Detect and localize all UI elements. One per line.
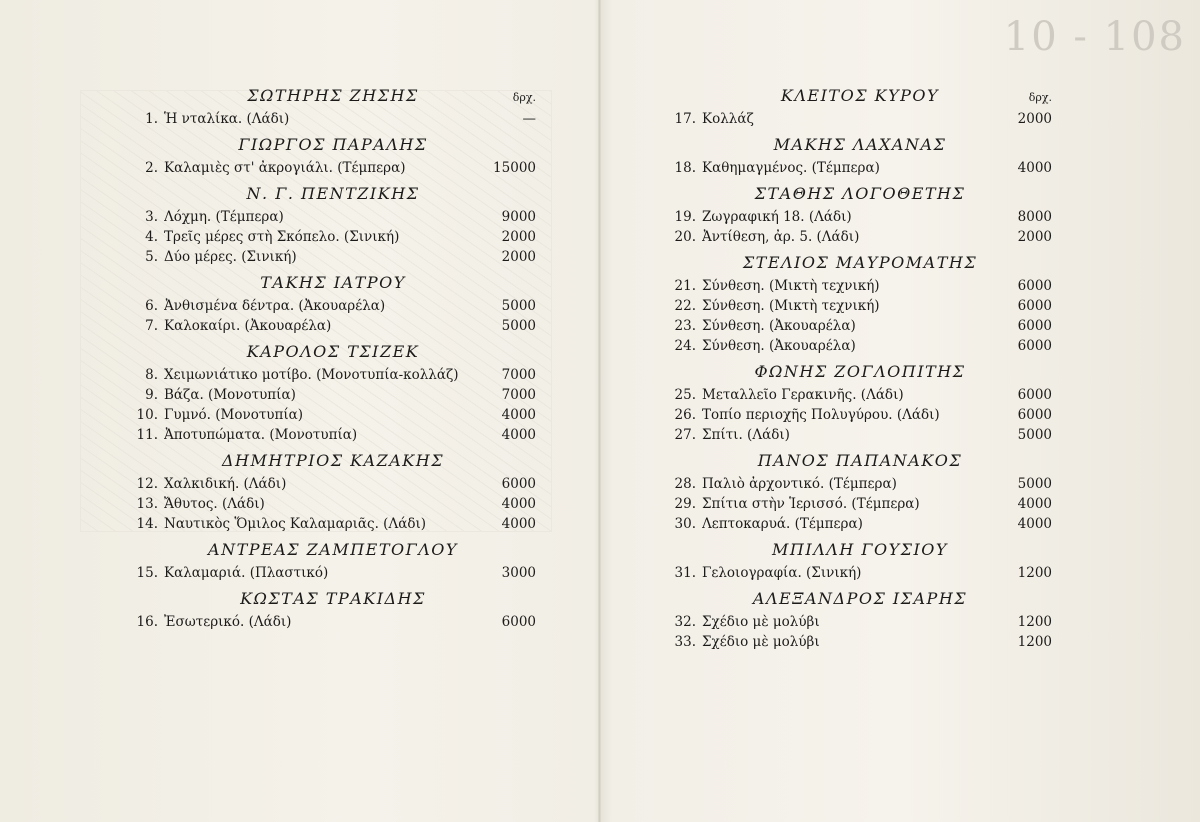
artist-heading	[130, 451, 536, 471]
catalogue-entry	[130, 316, 536, 336]
catalogue-entry	[130, 207, 536, 227]
entry-number: 16.	[136, 614, 158, 630]
artwork-price: 2000	[1017, 111, 1052, 127]
artwork-title: Βάζα. (Μονοτυπία)	[164, 387, 296, 403]
artwork-price: 4000	[1017, 516, 1052, 532]
catalogue-entry	[668, 632, 1052, 652]
entry-number: 19.	[674, 209, 696, 225]
entry-number: 33.	[674, 634, 696, 650]
artwork-title: Ἄθυτος. (Λάδι)	[164, 496, 265, 512]
artist-name: ΦΩΝΗΣ ΖΟΓΛΟΠΙΤΗΣ	[754, 362, 966, 381]
artist-heading	[668, 451, 1052, 471]
artist-name: ΑΝΤΡΕΑΣ ΖΑΜΠΕΤΟΓΛΟΥ	[208, 540, 458, 559]
entry-number: 26.	[674, 407, 696, 423]
entry-number: 18.	[674, 160, 696, 176]
artist-heading	[668, 184, 1052, 204]
entry-number: 8.	[145, 367, 158, 383]
catalogue-entry	[668, 385, 1052, 405]
artwork-title: Σπίτι. (Λάδι)	[702, 427, 790, 443]
artist-heading	[130, 184, 536, 204]
artwork-title: Σχέδιο μὲ μολύβι	[702, 634, 820, 650]
entry-number: 25.	[674, 387, 696, 403]
artist-heading	[130, 86, 536, 106]
currency-unit-label: δρχ.	[1028, 91, 1052, 104]
catalogue-entry	[130, 227, 536, 247]
entry-number: 24.	[674, 338, 696, 354]
catalogue-entry	[668, 494, 1052, 514]
entry-number: 20.	[674, 229, 696, 245]
artist-name: ΣΩΤΗΡΗΣ ΖΗΣΗΣ	[247, 86, 419, 105]
artwork-title: Ἀντίθεση, ἀρ. 5. (Λάδι)	[702, 229, 860, 245]
artwork-price: 7000	[501, 367, 536, 383]
entry-number: 12.	[136, 476, 158, 492]
catalogue-entry	[668, 296, 1052, 316]
catalogue-entry	[668, 158, 1052, 178]
artwork-price: 6000	[1017, 318, 1052, 334]
catalogue-entry	[130, 514, 536, 534]
artwork-title: Δύο μέρες. (Σινική)	[164, 249, 297, 265]
artwork-title: Κολλάζ	[702, 111, 754, 127]
artwork-title: Λόχμη. (Τέμπερα)	[164, 209, 284, 225]
artwork-price: 4000	[501, 427, 536, 443]
artwork-price: —	[522, 111, 536, 127]
artist-heading	[130, 589, 536, 609]
entry-number: 6.	[145, 298, 158, 314]
artwork-price: 6000	[501, 476, 536, 492]
artwork-price: 7000	[501, 387, 536, 403]
catalogue-entry	[668, 514, 1052, 534]
entry-number: 14.	[136, 516, 158, 532]
artist-name: ΔΗΜΗΤΡΙΟΣ ΚΑΖΑΚΗΣ	[221, 451, 444, 470]
artist-heading	[668, 86, 1052, 106]
entry-number: 10.	[136, 407, 158, 423]
entry-number: 2.	[145, 160, 158, 176]
artwork-price: 6000	[1017, 387, 1052, 403]
artwork-title: Λεπτοκαρυά. (Τέμπερα)	[702, 516, 863, 532]
catalogue-entry	[130, 563, 536, 583]
artwork-title: Ἐσωτερικό. (Λάδι)	[164, 614, 292, 630]
corner-pencil-mark: 10 - 108	[1003, 14, 1186, 60]
artwork-price: 3000	[501, 565, 536, 581]
catalogue-entry	[668, 612, 1052, 632]
catalogue-entry	[668, 336, 1052, 356]
artist-heading	[668, 589, 1052, 609]
artwork-title: Καλοκαίρι. (Ἀκουαρέλα)	[164, 318, 332, 334]
artwork-price: 1200	[1017, 565, 1052, 581]
catalogue-entry	[668, 276, 1052, 296]
artwork-title: Παλιὸ ἀρχοντικό. (Τέμπερα)	[702, 476, 897, 492]
artwork-price: 6000	[1017, 298, 1052, 314]
artwork-price: 4000	[501, 496, 536, 512]
artist-heading	[130, 135, 536, 155]
artist-name: ΜΠΙΛΛΗ ΓΟΥΣΙΟΥ	[772, 540, 948, 559]
artist-heading	[130, 342, 536, 362]
entry-number: 30.	[674, 516, 696, 532]
artwork-title: Ἀποτυπώματα. (Μονοτυπία)	[164, 427, 358, 443]
artwork-title: Γυμνό. (Μονοτυπία)	[164, 407, 304, 423]
entry-number: 4.	[145, 229, 158, 245]
catalogue-entry	[668, 227, 1052, 247]
left-column	[130, 86, 536, 632]
entry-number: 13.	[136, 496, 158, 512]
catalogue-entry	[130, 494, 536, 514]
artwork-title: Καθημαγμένος. (Τέμπερα)	[702, 160, 880, 176]
artwork-title: Σύνθεση. (Μικτὴ τεχνική)	[702, 298, 880, 314]
entry-number: 9.	[145, 387, 158, 403]
catalogue-entry	[668, 563, 1052, 583]
catalogue-entry	[668, 207, 1052, 227]
catalogue-entry	[130, 385, 536, 405]
artist-heading	[130, 273, 536, 293]
artwork-price: 4000	[501, 407, 536, 423]
catalogue-entry	[130, 109, 536, 129]
artwork-title: Ἀνθισμένα δέντρα. (Ἀκουαρέλα)	[164, 298, 386, 314]
artwork-price: 6000	[1017, 407, 1052, 423]
catalogue-entry	[130, 296, 536, 316]
catalogue-entry	[130, 247, 536, 267]
entry-number: 23.	[674, 318, 696, 334]
artist-name: ΚΛΕΙΤΟΣ ΚΥΡΟΥ	[780, 86, 940, 105]
artwork-price: 6000	[1017, 338, 1052, 354]
artist-name: ΠΑΝΟΣ ΠΑΠΑΝΑΚΟΣ	[757, 451, 963, 470]
entry-number: 27.	[674, 427, 696, 443]
artwork-title: Μεταλλεῖο Γερακινῆς. (Λάδι)	[702, 387, 904, 403]
artwork-price: 2000	[1017, 229, 1052, 245]
catalogue-entry	[130, 405, 536, 425]
artwork-price: 8000	[1017, 209, 1052, 225]
artist-heading	[668, 253, 1052, 273]
artwork-price: 4000	[1017, 160, 1052, 176]
entry-number: 7.	[145, 318, 158, 334]
artist-name: ΑΛΕΞΑΝΔΡΟΣ ΙΣΑΡΗΣ	[752, 589, 968, 608]
artwork-price: 4000	[501, 516, 536, 532]
entry-number: 31.	[674, 565, 696, 581]
entry-number: 11.	[136, 427, 158, 443]
artwork-price: 5000	[1017, 427, 1052, 443]
currency-unit-label: δρχ.	[512, 91, 536, 104]
artwork-price: 4000	[1017, 496, 1052, 512]
catalogue-entry	[130, 158, 536, 178]
artwork-price: 5000	[1017, 476, 1052, 492]
entry-number: 17.	[674, 111, 696, 127]
artist-heading	[668, 362, 1052, 382]
artist-name: ΜΑΚΗΣ ΛΑΧΑΝΑΣ	[773, 135, 947, 154]
catalogue-entry	[668, 405, 1052, 425]
entry-number: 28.	[674, 476, 696, 492]
artist-name: Ν. Γ. ΠΕΝΤΖΙΚΗΣ	[246, 184, 420, 203]
artwork-price: 1200	[1017, 614, 1052, 630]
artist-name: ΣΤΑΘΗΣ ΛΟΓΟΘΕΤΗΣ	[754, 184, 966, 203]
artwork-title: Χειμωνιάτικο μοτίβο. (Μονοτυπία-κολλάζ)	[164, 367, 459, 383]
artist-name: ΤΑΚΗΣ ΙΑΤΡΟΥ	[260, 273, 406, 292]
entry-number: 1.	[145, 111, 158, 127]
artwork-title: Καλαμιὲς στ' ἀκρογιάλι. (Τέμπερα)	[164, 160, 406, 176]
entry-number: 15.	[136, 565, 158, 581]
artwork-price: 15000	[493, 160, 536, 176]
artwork-title: Σχέδιο μὲ μολύβι	[702, 614, 820, 630]
catalogue-entry	[130, 425, 536, 445]
artist-heading	[130, 540, 536, 560]
catalogue-entry	[668, 109, 1052, 129]
artwork-title: Σύνθεση. (Ἀκουαρέλα)	[702, 318, 856, 334]
entry-number: 29.	[674, 496, 696, 512]
center-fold	[598, 0, 601, 822]
catalogue-entry	[668, 425, 1052, 445]
catalogue-entry	[668, 474, 1052, 494]
artwork-price: 6000	[501, 614, 536, 630]
catalogue-entry	[130, 612, 536, 632]
artwork-price: 5000	[501, 318, 536, 334]
artwork-title: Τρεῖς μέρες στὴ Σκόπελο. (Σινική)	[164, 229, 400, 245]
artwork-title: Σύνθεση. (Μικτὴ τεχνική)	[702, 278, 880, 294]
artist-name: ΣΤΕΛΙΟΣ ΜΑΥΡΟΜΑΤΗΣ	[742, 253, 978, 272]
artist-name: ΓΙΩΡΓΟΣ ΠΑΡΑΛΗΣ	[238, 135, 428, 154]
entry-number: 3.	[145, 209, 158, 225]
artwork-price: 2000	[501, 229, 536, 245]
artwork-title: Σπίτια στὴν Ἱερισσό. (Τέμπερα)	[702, 496, 920, 512]
artist-name: ΚΑΡΟΛΟΣ ΤΣΙΖΕΚ	[246, 342, 420, 361]
artwork-title: Καλαμαριά. (Πλαστικό)	[164, 565, 329, 581]
catalogue-entry	[130, 365, 536, 385]
artist-heading	[668, 135, 1052, 155]
entry-number: 21.	[674, 278, 696, 294]
artwork-title: Ζωγραφική 18. (Λάδι)	[702, 209, 852, 225]
artwork-title: Ἡ νταλίκα. (Λάδι)	[164, 111, 290, 127]
entry-number: 22.	[674, 298, 696, 314]
artwork-price: 1200	[1017, 634, 1052, 650]
artwork-price: 5000	[501, 298, 536, 314]
artwork-title: Χαλκιδική. (Λάδι)	[164, 476, 287, 492]
artist-name: ΚΩΣΤΑΣ ΤΡΑΚΙΔΗΣ	[240, 589, 426, 608]
artwork-price: 2000	[501, 249, 536, 265]
catalogue-entry	[130, 474, 536, 494]
entry-number: 5.	[145, 249, 158, 265]
artwork-price: 9000	[501, 209, 536, 225]
artwork-title: Τοπίο περιοχῆς Πολυγύρου. (Λάδι)	[702, 407, 940, 423]
artwork-title: Γελοιογραφία. (Σινική)	[702, 565, 862, 581]
artwork-title: Σύνθεση. (Ἀκουαρέλα)	[702, 338, 856, 354]
catalogue-entry	[668, 316, 1052, 336]
artwork-price: 6000	[1017, 278, 1052, 294]
right-column	[668, 86, 1052, 652]
entry-number: 32.	[674, 614, 696, 630]
artist-heading	[668, 540, 1052, 560]
artwork-title: Ναυτικὸς Ὅμιλος Καλαμαριᾶς. (Λάδι)	[164, 516, 427, 532]
